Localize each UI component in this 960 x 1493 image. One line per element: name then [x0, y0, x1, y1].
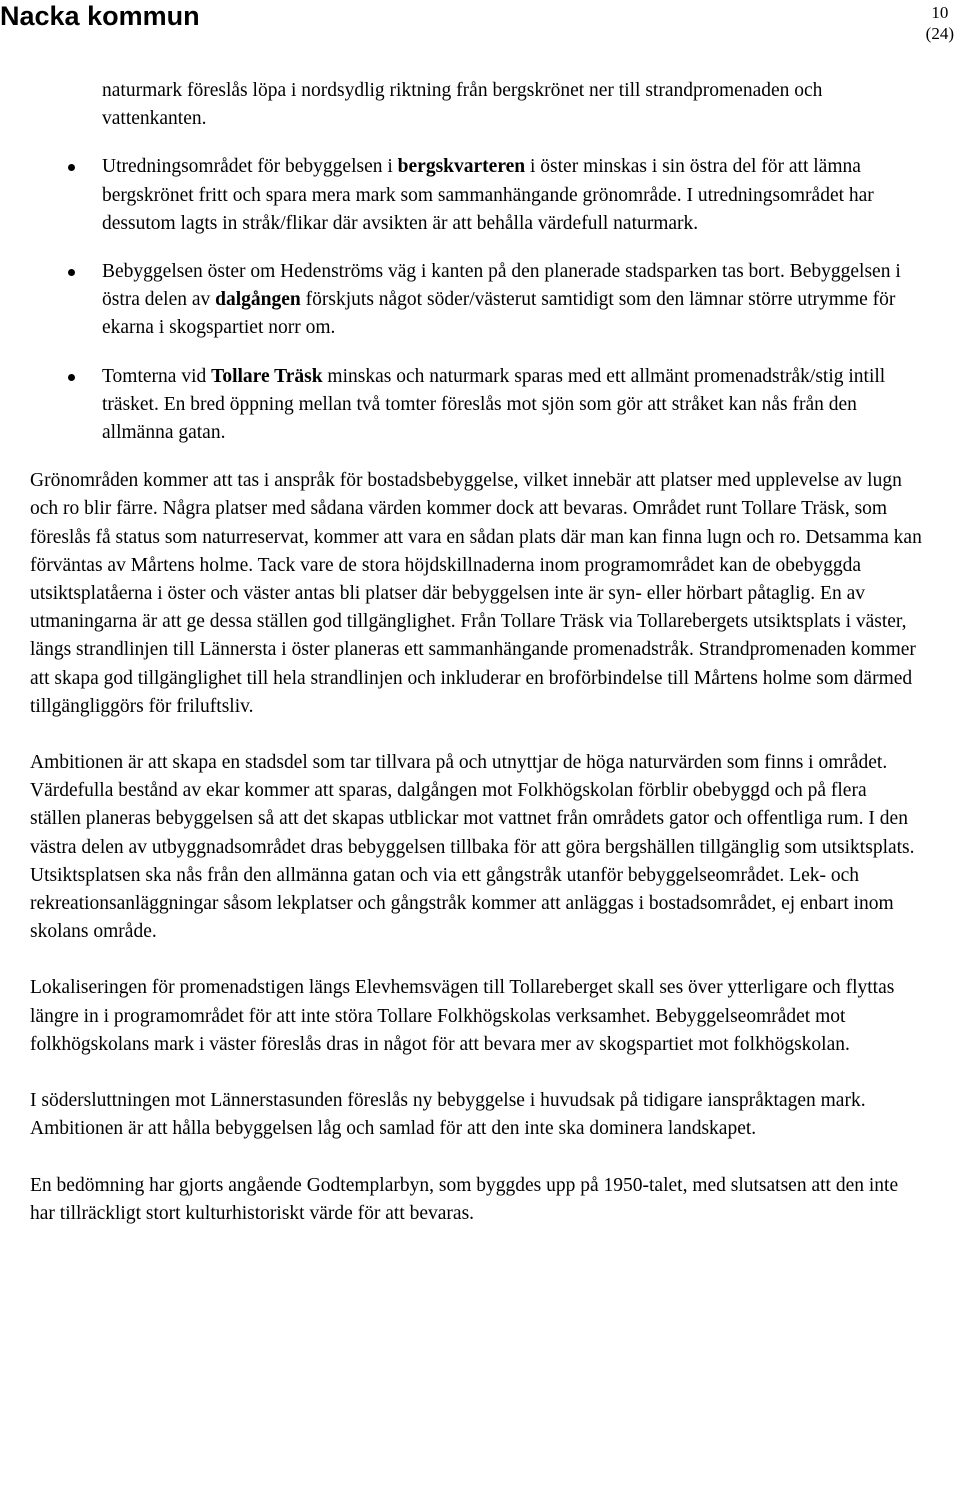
- page-number-total: (24): [925, 24, 954, 43]
- bullet-dot-icon: [68, 164, 75, 171]
- bullet-item-continuation: [30, 77, 922, 133]
- document-header-title: Nacka kommun: [0, 1, 200, 31]
- paragraph-ambitionen: Ambitionen är att skapa en stadsdel som tar tillvara på och utnyttjar de höga naturvärden som finns i området. Värdefulla bestånd av ekar kommer att sparas, dalgången mot Folkhögskolan förblir obebyggd och på flera ställen planeras bebyggelsen så att det skapas utblickar mot vattnet från områdets gator och offentliga rum. I den västra delen av utbyggnadsområdet dras bebyggelsen tillbaka för att göra bergshällen tillgänglig som utsiktsplats. Utsiktsplatsen ska nås från den allmänna gatan och via ett gångstråk utanför bebyggelseområdet. Lek- och rekreationsanläggningar såsom lekplatser och gångstråk kommer att anläggas i bostadsområdet, ej enbart inom skolans område.: [30, 752, 915, 943]
- paragraph-gronomraden: Grönområden kommer att tas i anspråk för bostadsbebyggelse, vilket innebär att platser med upplevelse av lugn och ro blir färre. Några platser med sådana värden kommer dock att bevaras. Området runt Tollare Träsk, som föreslås få status som naturreservat, kommer att vara en sådan plats där man kan finna lugn och ro. Detsamma kan förväntas av Mårtens holme. Tack vare de stora höjdskillnaderna inom programområdet kan de obebyggda utsiktsplatåerna i öster och väster antas bli platser där bebyggelsen inte är syn- eller hörbart påtaglig. En av utmaningarna är att ge dessa ställen god tillgänglighet. Från Tollare Träsk via Tollarebergets utsiktsplats i väster, längs strandlinjen till Lännersta i öster planeras ett sammanhängande promenadstråk. Strandpromenaden kommer att skapa god tillgänglighet till hela strandlinjen och inkluderar en broförbindelse till Mårtens holme som därmed tillgängliggörs för friluftsliv.: [30, 470, 922, 717]
- bullet-text: naturmark föreslås löpa i nordsydlig riktning från bergskrönet ner till strandpromenaden och vattenkanten.: [102, 80, 823, 130]
- bullet-item-dalgangen: [30, 258, 922, 343]
- bullet-item-bergskvarteren: [30, 153, 922, 238]
- bullet-dot-icon: [68, 374, 75, 381]
- bullet-bold-term: dalgången: [215, 289, 301, 311]
- bullet-text: i öster minskas i sin östra del för att lämna bergskrönet fritt och spara mera mark som sammanhängande grönområde. I utredningsområdet har dessutom lagts in stråk/flikar där avsikten är att behålla värdefull naturmark.: [102, 156, 874, 234]
- document-body: [30, 77, 922, 1256]
- page-number: [926, 2, 954, 44]
- bullet-text: minskas och naturmark sparas med ett allmänt promenadstråk/stig intill träsket. En bred öppning mellan två tomter föreslås mot sjön som gör att stråket kan nås från den allmänna gatan.: [102, 365, 886, 444]
- bullet-text: förskjuts något söder/västerut samtidigt som den lämnar större utrymme för ekarna i skogspartiet norr om.: [102, 289, 896, 339]
- paragraph-sodersluttningen: I södersluttningen mot Lännerstasunden föreslås ny bebyggelse i huvudsak på tidigare ianspråktagen mark. Ambitionen är att hålla bebyggelsen låg och samlad för att den inte ska dominera landskapet.: [30, 1090, 866, 1140]
- bullet-item-tollare-trask: [30, 363, 922, 448]
- paragraph-godtemplarbyn: En bedömning har gjorts angående Godtemplarbyn, som byggdes upp på 1950-talet, med slutsatsen att den inte har tillräckligt stort kulturhistoriskt värde för att bevaras.: [30, 1174, 899, 1224]
- bullet-text: Tomterna vid: [102, 365, 212, 387]
- bullet-text: Bebyggelsen öster om Hedenströms väg i kanten på den planerade stadsparken tas bort. Bebyggelsen i östra delen av: [102, 261, 901, 311]
- page-number-current: 10: [931, 3, 949, 22]
- bullet-bold-term: bergskvarteren: [397, 156, 526, 178]
- bullet-bold-term: Tollare Träsk: [211, 365, 323, 387]
- paragraph-lokaliseringen: Lokaliseringen för promenadstigen längs Elevhemsvägen till Tollareberget skall ses över ytterligare och flyttas längre in i programområdet för att inte störa Tollare Folkhögskolas verksamhet. Bebyggelseområdet mot folkhögskolans mark i väster föreslås dras in något för att bevara mer av skogspartiet mot folkhögskolan.: [30, 977, 895, 1055]
- bullet-dot-icon: [68, 269, 75, 276]
- bullet-text: Utredningsområdet för bebyggelsen i: [102, 156, 398, 178]
- bullet-list: [30, 77, 922, 447]
